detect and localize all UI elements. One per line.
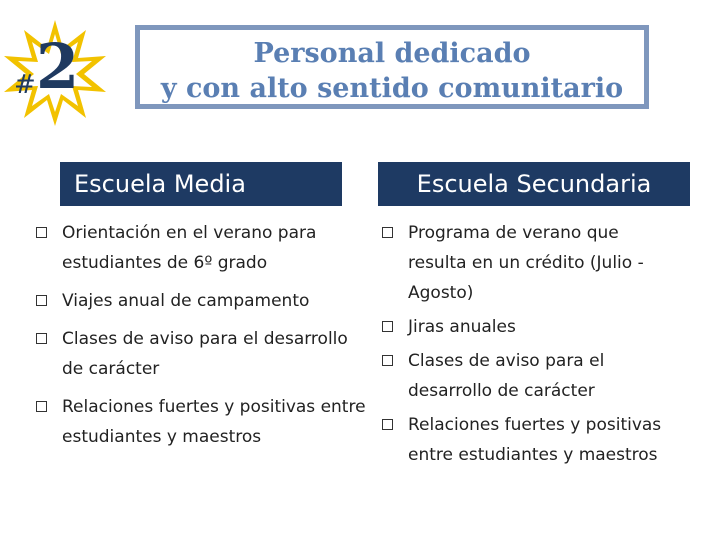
checkbox-bullet-icon xyxy=(382,355,393,366)
checkbox-bullet-icon xyxy=(382,227,393,238)
title-line-2: y con alto sentido comunitario xyxy=(160,73,624,104)
checkbox-bullet-icon xyxy=(36,295,47,306)
title-line-1: Personal dedicado xyxy=(253,38,531,69)
checkbox-bullet-icon xyxy=(382,321,393,332)
list-item-text: Clases de aviso para el desarrollo de carácter xyxy=(408,351,605,401)
list-item xyxy=(382,312,682,342)
list-item xyxy=(36,286,366,316)
list-item xyxy=(382,218,682,308)
list-item-text: Viajes anual de campamento xyxy=(62,291,310,311)
list-item-text: Relaciones fuertes y positivas entre estudiantes y maestros xyxy=(62,397,366,447)
list-item-text: Programa de verano que resulta en un crédito (Julio - Agosto) xyxy=(408,223,644,303)
column-header-escuela-media: Escuela Media xyxy=(60,162,342,206)
list-item-text: Orientación en el verano para estudiantes de 6º grado xyxy=(62,223,317,273)
checkbox-bullet-icon xyxy=(36,401,47,412)
badge-number: 2 xyxy=(36,30,80,103)
checkbox-bullet-icon xyxy=(36,333,47,344)
escuela-media-list xyxy=(36,218,366,460)
title-box xyxy=(135,25,649,109)
list-item xyxy=(382,346,682,406)
column-header-escuela-secundaria: Escuela Secundaria xyxy=(378,162,690,206)
escuela-secundaria-list xyxy=(382,218,682,474)
badge-hash: # xyxy=(14,70,36,100)
list-item-text: Relaciones fuertes y positivas entre estudiantes y maestros xyxy=(408,415,662,465)
checkbox-bullet-icon xyxy=(382,419,393,430)
list-item xyxy=(36,218,366,278)
checkbox-bullet-icon xyxy=(36,227,47,238)
list-item-text: Clases de aviso para el desarrollo de carácter xyxy=(62,329,348,379)
list-item xyxy=(36,324,366,384)
list-item xyxy=(382,410,682,470)
list-item xyxy=(36,392,366,452)
list-item-text: Jiras anuales xyxy=(408,317,516,337)
